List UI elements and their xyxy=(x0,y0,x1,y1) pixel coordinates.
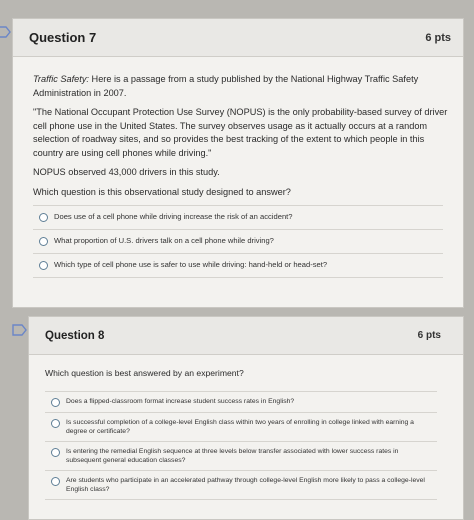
question-8-header xyxy=(29,317,463,355)
answer-option[interactable] xyxy=(45,441,437,470)
answer-option[interactable] xyxy=(45,412,437,441)
answer-label: Is successful completion of a college-level English class within two years of enrolling in college linked with earning a degree or certificate? xyxy=(66,418,414,435)
radio-button[interactable] xyxy=(39,213,48,222)
question-8-title: Question 8 xyxy=(45,329,105,342)
answer-label: What proportion of U.S. drivers talk on a cell phone while driving? xyxy=(54,236,274,245)
question-7-answers xyxy=(33,205,443,278)
question-7-observation: NOPUS observed 43,000 drivers in this study. xyxy=(33,167,220,177)
question-7-header xyxy=(13,19,463,57)
flag-icon[interactable] xyxy=(12,324,28,336)
question-7-prompt: Which question is this observational study designed to answer? xyxy=(33,186,291,197)
radio-button[interactable] xyxy=(39,237,48,246)
radio-button[interactable] xyxy=(51,398,60,407)
answer-option[interactable] xyxy=(33,229,443,253)
question-7-title: Question 7 xyxy=(29,30,97,45)
flag-icon[interactable] xyxy=(0,26,12,38)
answer-label: Which type of cell phone use is safer to use while driving: hand-held or head-set? xyxy=(54,260,328,269)
answer-option[interactable] xyxy=(45,470,437,500)
intro-label: Traffic Safety: xyxy=(33,74,89,84)
intro-text: Here is a passage from a study published by the National Highway Traffic Safety Administration in 2007. xyxy=(33,74,419,98)
answer-label: Are students who participate in an accelerated pathway through college-level English more likely to pass a college-level English class? xyxy=(66,476,425,493)
answer-label: Does a flipped-classroom format increase student success rates in English? xyxy=(66,397,295,405)
question-7-quote: "The National Occupant Protection Use Survey (NOPUS) is the only probability-based survey of driver cell phone use in the United States. The survey observes usage as it actually occurs at a random selection of roadway sites, and so provides the best tracking of the extent to which people in this country are using cell phones while driving." xyxy=(33,107,448,158)
question-7-card xyxy=(12,18,464,308)
question-8-answers xyxy=(45,391,437,500)
question-7-intro xyxy=(33,73,449,100)
question-8-points: 6 pts xyxy=(417,330,441,341)
question-7-body xyxy=(13,57,463,278)
answer-label: Is entering the remedial English sequence at three levels below transfer associated with lower success rates in subsequent general education classes? xyxy=(66,447,399,464)
question-7-points: 6 pts xyxy=(425,31,451,44)
answer-option[interactable] xyxy=(33,253,443,278)
answer-label: Does use of a cell phone while driving increase the risk of an accident? xyxy=(54,212,293,221)
question-8-card xyxy=(28,316,464,520)
question-8-prompt: Which question is best answered by an experiment? xyxy=(45,368,244,378)
answer-option[interactable] xyxy=(45,391,437,412)
radio-button[interactable] xyxy=(51,477,60,486)
radio-button[interactable] xyxy=(51,448,60,457)
radio-button[interactable] xyxy=(39,261,48,270)
radio-button[interactable] xyxy=(51,419,60,428)
answer-option[interactable] xyxy=(33,205,443,229)
question-8-body xyxy=(29,355,463,500)
